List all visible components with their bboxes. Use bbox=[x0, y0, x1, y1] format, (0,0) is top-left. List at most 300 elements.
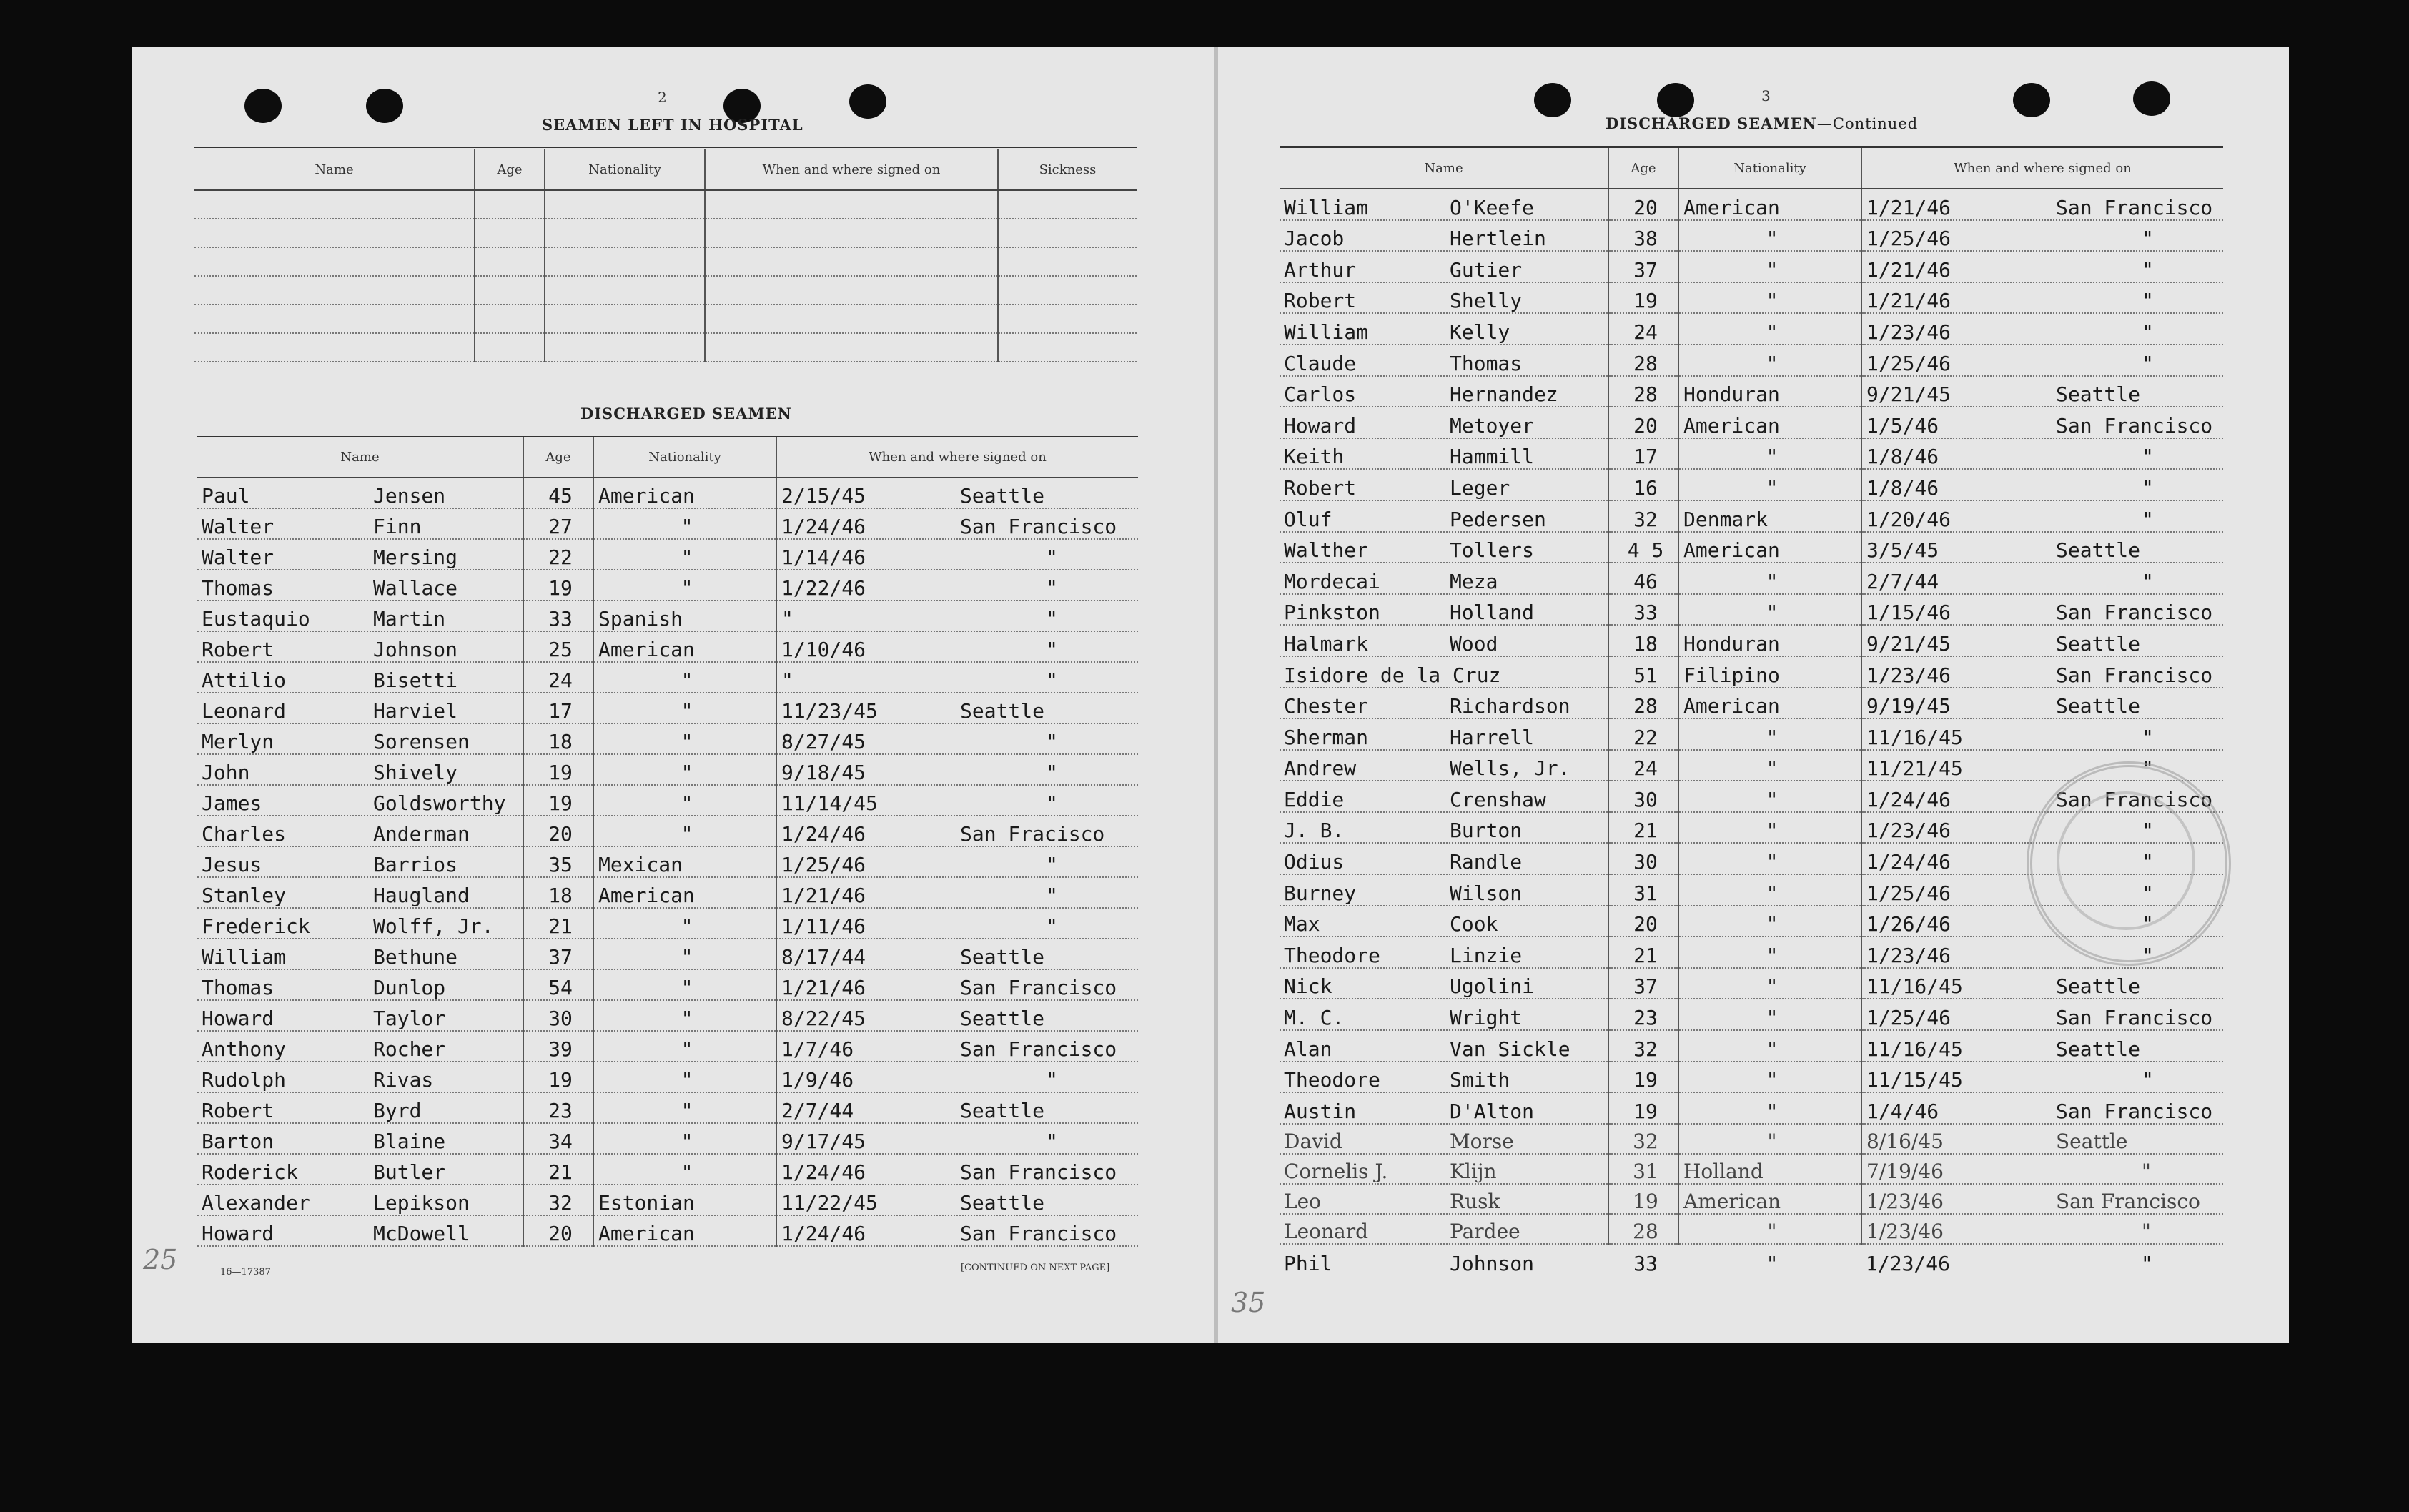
age-cell bbox=[523, 693, 593, 723]
name-cell bbox=[197, 816, 523, 846]
signed-place: " bbox=[1046, 668, 1058, 692]
last-name: Ugolini bbox=[1450, 974, 1535, 999]
table-row bbox=[1280, 313, 2223, 345]
age: 32 bbox=[1633, 507, 1658, 531]
empty-cell bbox=[998, 305, 1137, 333]
signed-date: 1/23/46 bbox=[1866, 1189, 1944, 1213]
name-cell bbox=[197, 478, 523, 508]
nationality: " bbox=[681, 976, 693, 999]
empty-cell bbox=[194, 190, 475, 219]
nationality: " bbox=[681, 822, 693, 846]
signed-date: 9/18/45 bbox=[781, 761, 866, 784]
signed-date: 8/22/45 bbox=[781, 1007, 866, 1030]
name-cell bbox=[1280, 1244, 1608, 1275]
signed-place: " bbox=[1046, 791, 1058, 815]
nationality: " bbox=[681, 668, 693, 692]
first-name: Chester bbox=[1284, 694, 1369, 718]
nationality-cell bbox=[1678, 1124, 1861, 1154]
punch-hole bbox=[244, 89, 282, 123]
name-cell bbox=[1280, 1124, 1608, 1154]
last-name: Johnson bbox=[373, 638, 458, 661]
signed-date: 9/21/45 bbox=[1866, 631, 1952, 656]
nationality-cell bbox=[1678, 688, 1861, 719]
name-cell bbox=[197, 662, 523, 693]
name-cell bbox=[197, 1000, 523, 1031]
last-name: Hammill bbox=[1450, 445, 1535, 469]
empty-cell bbox=[475, 219, 545, 247]
nationality: " bbox=[681, 545, 693, 569]
name-cell bbox=[1280, 594, 1608, 626]
last-name: Rocher bbox=[373, 1037, 446, 1061]
nationality: " bbox=[681, 576, 693, 600]
last-name: Johnson bbox=[1450, 1251, 1535, 1275]
age-cell bbox=[1608, 625, 1678, 656]
nationality-cell bbox=[593, 508, 776, 539]
nationality-cell bbox=[593, 1062, 776, 1092]
nationality-cell bbox=[1678, 563, 1861, 594]
nationality-cell bbox=[593, 939, 776, 969]
handwritten-row bbox=[1280, 1214, 2223, 1244]
last-name: Cook bbox=[1450, 912, 1498, 937]
age-cell bbox=[523, 601, 593, 631]
continued-note: [CONTINUED ON NEXT PAGE] bbox=[961, 1263, 1110, 1273]
nationality: Spanish bbox=[598, 607, 683, 631]
first-name: Burney bbox=[1284, 881, 1357, 905]
name-cell bbox=[1280, 1092, 1608, 1124]
signed-date: 1/23/46 bbox=[1866, 1219, 1944, 1243]
age-cell bbox=[523, 1031, 593, 1062]
table-row bbox=[1280, 1062, 2223, 1093]
table-row bbox=[197, 969, 1138, 1000]
signed-date: " bbox=[781, 607, 793, 631]
nationality-cell bbox=[593, 662, 776, 693]
name-cell bbox=[1280, 407, 1608, 438]
signed-place: " bbox=[2142, 912, 2154, 937]
age: 21 bbox=[1633, 819, 1658, 843]
first-name: Carlos bbox=[1284, 382, 1357, 407]
page-number-right: 3 bbox=[1761, 87, 1771, 104]
signed-place: Seattle bbox=[2056, 631, 2141, 656]
table-row bbox=[197, 846, 1138, 877]
age: 16 bbox=[1633, 475, 1658, 500]
age-cell bbox=[1608, 750, 1678, 781]
age-cell bbox=[523, 1123, 593, 1154]
age-cell bbox=[523, 631, 593, 662]
first-name: Jacob bbox=[1284, 227, 1345, 251]
first-name: Frederick bbox=[202, 914, 310, 938]
name-cell bbox=[197, 939, 523, 969]
name-cell bbox=[1280, 251, 1608, 282]
empty-cell bbox=[475, 305, 545, 333]
signed-date: 1/25/46 bbox=[781, 853, 866, 876]
nationality-cell bbox=[1678, 906, 1861, 937]
last-name: Pedersen bbox=[1450, 507, 1546, 531]
last-name: Hertlein bbox=[1450, 227, 1546, 251]
first-name: Leonard bbox=[202, 699, 287, 723]
signed-on-cell bbox=[776, 1154, 1138, 1185]
signed-place: " bbox=[2142, 320, 2154, 344]
nationality: " bbox=[1766, 601, 1779, 625]
age: 17 bbox=[1633, 445, 1658, 469]
age-cell bbox=[523, 877, 593, 908]
signed-on-cell bbox=[1861, 469, 2223, 500]
empty-cell bbox=[545, 219, 705, 247]
signed-on-cell bbox=[1861, 1124, 2223, 1154]
signed-date: 8/16/45 bbox=[1866, 1129, 1944, 1153]
nationality-cell bbox=[593, 1031, 776, 1062]
signed-on-cell bbox=[1861, 968, 2223, 999]
name-cell bbox=[1280, 874, 1608, 906]
signed-date: 1/14/46 bbox=[781, 545, 866, 569]
nationality-cell bbox=[593, 969, 776, 1000]
last-name: Mersing bbox=[373, 545, 458, 569]
age: 22 bbox=[1633, 725, 1658, 749]
nationality-cell bbox=[1678, 750, 1861, 781]
name-cell bbox=[197, 754, 523, 785]
age: 39 bbox=[548, 1037, 573, 1061]
signed-place: Seattle bbox=[960, 699, 1045, 723]
name-cell bbox=[197, 693, 523, 723]
nationality: " bbox=[1766, 320, 1779, 344]
received-stamp bbox=[2027, 761, 2231, 966]
first-name: Oluf bbox=[1284, 507, 1332, 531]
last-name: Blaine bbox=[373, 1130, 446, 1153]
pencil-mark-left: 25 bbox=[143, 1244, 178, 1275]
nationality: Honduran bbox=[1683, 631, 1780, 656]
signed-date: 1/8/46 bbox=[1866, 445, 1939, 469]
hospital-heading: SEAMEN LEFT IN HOSPITAL bbox=[542, 116, 803, 134]
age: 20 bbox=[1633, 413, 1658, 438]
signed-place: San Francisco bbox=[2056, 413, 2213, 438]
nationality: American bbox=[598, 484, 695, 508]
age: 25 bbox=[548, 638, 573, 661]
signed-date: 11/16/45 bbox=[1866, 725, 1963, 749]
table-row bbox=[197, 662, 1138, 693]
nationality-cell bbox=[1678, 407, 1861, 438]
empty-cell bbox=[475, 247, 545, 276]
page-number-left: 2 bbox=[658, 89, 667, 106]
name-cell bbox=[197, 1154, 523, 1185]
signed-place: Seattle bbox=[2056, 382, 2141, 407]
signed-date: 9/19/45 bbox=[1866, 694, 1952, 718]
age: 24 bbox=[1633, 756, 1658, 781]
first-name: John bbox=[202, 761, 250, 784]
empty-cell bbox=[705, 247, 998, 276]
name-cell bbox=[197, 877, 523, 908]
nationality: " bbox=[1766, 1251, 1779, 1275]
age: 18 bbox=[548, 884, 573, 907]
first-name: Walther bbox=[1284, 538, 1369, 563]
last-name: Barrios bbox=[373, 853, 458, 876]
signed-place: Seattle bbox=[960, 1099, 1045, 1122]
name-cell bbox=[1280, 1062, 1608, 1093]
age-cell bbox=[1608, 1030, 1678, 1062]
name-cell bbox=[197, 1215, 523, 1246]
signed-date: 1/15/46 bbox=[1866, 601, 1952, 625]
signed-date: 1/25/46 bbox=[1866, 1006, 1952, 1030]
age-cell bbox=[1608, 1124, 1678, 1154]
age: 21 bbox=[548, 914, 573, 938]
empty-cell bbox=[194, 333, 475, 362]
last-name: Metoyer bbox=[1450, 413, 1535, 438]
nationality: Denmark bbox=[1683, 507, 1769, 531]
first-name: Roderick bbox=[202, 1160, 298, 1184]
nationality: " bbox=[681, 1007, 693, 1030]
age: 19 bbox=[1633, 289, 1658, 313]
empty-row bbox=[194, 190, 1137, 219]
signed-place: San Francisco bbox=[960, 1222, 1117, 1245]
table-row bbox=[1280, 407, 2223, 438]
table-row bbox=[197, 478, 1138, 508]
nationality-cell bbox=[593, 539, 776, 570]
signed-on-cell bbox=[776, 1000, 1138, 1031]
signed-on-cell bbox=[1861, 1030, 2223, 1062]
last-name: Crenshaw bbox=[1450, 787, 1546, 811]
empty-cell bbox=[545, 190, 705, 219]
nationality-cell bbox=[1678, 313, 1861, 345]
empty-cell bbox=[475, 333, 545, 362]
nationality-cell bbox=[593, 1154, 776, 1185]
age-cell bbox=[1608, 843, 1678, 874]
age: 23 bbox=[1633, 1006, 1658, 1030]
signed-date: 1/24/46 bbox=[781, 1222, 866, 1245]
nationality: American bbox=[1683, 195, 1780, 219]
first-name: Odius bbox=[1284, 850, 1345, 874]
age-cell bbox=[1608, 282, 1678, 314]
signed-place: San Francisco bbox=[2056, 1189, 2200, 1213]
age: 24 bbox=[548, 668, 573, 692]
table-row bbox=[197, 816, 1138, 846]
first-name: Robert bbox=[202, 638, 274, 661]
table-row bbox=[1280, 656, 2223, 688]
age-cell bbox=[523, 478, 593, 508]
col-header-nationality: Nationality bbox=[593, 436, 776, 478]
nationality: " bbox=[681, 791, 693, 815]
signed-on-cell bbox=[776, 723, 1138, 754]
signed-place: " bbox=[1046, 576, 1058, 600]
last-name: D'Alton bbox=[1450, 1099, 1535, 1123]
age: 17 bbox=[548, 699, 573, 723]
age-cell bbox=[1608, 1184, 1678, 1214]
empty-cell bbox=[475, 276, 545, 305]
first-name: Eddie bbox=[1284, 787, 1345, 811]
nationality: " bbox=[1766, 1006, 1779, 1030]
age-cell bbox=[1608, 313, 1678, 345]
table-row bbox=[1280, 500, 2223, 532]
signed-place: " bbox=[2142, 1159, 2151, 1183]
first-name: James bbox=[202, 791, 262, 815]
last-name: Wells, Jr. bbox=[1450, 756, 1570, 781]
nationality: " bbox=[1766, 569, 1779, 593]
age: 54 bbox=[548, 976, 573, 999]
nationality: " bbox=[681, 945, 693, 969]
first-name: Max bbox=[1284, 912, 1320, 937]
signed-on-cell bbox=[776, 1215, 1138, 1246]
empty-row bbox=[194, 247, 1137, 276]
signed-date: 1/23/46 bbox=[1866, 663, 1952, 687]
name-cell bbox=[1280, 937, 1608, 968]
last-name: Anderman bbox=[373, 822, 470, 846]
age: 37 bbox=[548, 945, 573, 969]
signed-place: " bbox=[2141, 1251, 2153, 1275]
last-name: Byrd bbox=[373, 1099, 422, 1122]
signed-on-cell bbox=[1861, 500, 2223, 532]
table-row bbox=[197, 1215, 1138, 1246]
signed-place: " bbox=[2142, 1068, 2154, 1092]
name-cell bbox=[1280, 438, 1608, 470]
table-row bbox=[1280, 220, 2223, 252]
signed-place: Seattle bbox=[2056, 1037, 2141, 1061]
signed-on-cell bbox=[776, 693, 1138, 723]
signed-date: 1/24/46 bbox=[781, 515, 866, 538]
age: 18 bbox=[548, 730, 573, 753]
age: 19 bbox=[548, 791, 573, 815]
nationality: " bbox=[1766, 289, 1779, 313]
handwritten-row bbox=[1280, 1184, 2223, 1214]
signed-place: Seattle bbox=[960, 1007, 1045, 1030]
empty-cell bbox=[475, 190, 545, 219]
first-name: Merlyn bbox=[202, 730, 274, 753]
name-cell bbox=[197, 1123, 523, 1154]
nationality-cell bbox=[593, 723, 776, 754]
signed-date: 3/5/45 bbox=[1866, 538, 1939, 563]
form-number: 16—17387 bbox=[220, 1267, 271, 1278]
nationality: " bbox=[1766, 787, 1779, 811]
age: 24 bbox=[1633, 320, 1658, 344]
nationality-cell bbox=[1678, 251, 1861, 282]
signed-on-cell bbox=[776, 969, 1138, 1000]
last-name: Haugland bbox=[373, 884, 470, 907]
signed-date: 9/17/45 bbox=[781, 1130, 866, 1153]
nationality: " bbox=[1766, 1099, 1779, 1123]
punch-hole bbox=[366, 89, 403, 123]
nationality-cell bbox=[1678, 376, 1861, 407]
empty-cell bbox=[545, 276, 705, 305]
nationality-cell bbox=[1678, 345, 1861, 376]
first-name: Thomas bbox=[202, 576, 274, 600]
signed-place: " bbox=[1046, 761, 1058, 784]
nationality-cell bbox=[1678, 1154, 1861, 1184]
nationality: " bbox=[1766, 974, 1779, 999]
age: 18 bbox=[1633, 631, 1658, 656]
signed-date: 1/21/46 bbox=[781, 976, 866, 999]
age: 20 bbox=[548, 822, 573, 846]
nationality-cell bbox=[1678, 874, 1861, 906]
signed-on-cell bbox=[776, 908, 1138, 939]
signed-date: 11/21/45 bbox=[1866, 756, 1963, 781]
age: 33 bbox=[1633, 1251, 1658, 1275]
age: 51 bbox=[1633, 663, 1658, 687]
signed-date: 1/20/46 bbox=[1866, 507, 1952, 531]
signed-on-cell bbox=[776, 1062, 1138, 1092]
signed-date: 1/23/46 bbox=[1866, 1251, 1951, 1275]
name-cell bbox=[1280, 220, 1608, 252]
nationality: " bbox=[681, 914, 693, 938]
name-cell bbox=[1280, 469, 1608, 500]
table-row bbox=[1280, 532, 2223, 563]
signed-date: 8/17/44 bbox=[781, 945, 866, 969]
age: 33 bbox=[1633, 601, 1658, 625]
last-name: O'Keefe bbox=[1450, 195, 1535, 219]
table-row bbox=[1280, 376, 2223, 407]
first-name: Alexander bbox=[202, 1191, 310, 1215]
nationality: American bbox=[598, 638, 695, 661]
age: 33 bbox=[548, 607, 573, 631]
col-header-signed-on: When and where signed on bbox=[1861, 147, 2223, 189]
nationality-cell bbox=[1678, 968, 1861, 999]
empty-row bbox=[194, 333, 1137, 362]
first-name: Howard bbox=[202, 1222, 274, 1245]
age: 22 bbox=[548, 545, 573, 569]
empty-cell bbox=[545, 305, 705, 333]
first-name: Halmark bbox=[1284, 631, 1369, 656]
signed-date: 1/25/46 bbox=[1866, 351, 1952, 375]
signed-date: 1/21/46 bbox=[1866, 257, 1952, 282]
nationality-cell bbox=[593, 1000, 776, 1031]
last-name: Morse bbox=[1450, 1129, 1514, 1153]
nationality: " bbox=[1766, 1037, 1779, 1061]
nationality-cell bbox=[593, 601, 776, 631]
age-cell bbox=[1608, 376, 1678, 407]
nationality-cell bbox=[1678, 625, 1861, 656]
signed-date: 1/10/46 bbox=[781, 638, 866, 661]
table-row bbox=[1280, 282, 2223, 314]
age-cell bbox=[1608, 407, 1678, 438]
first-name: Howard bbox=[202, 1007, 274, 1030]
first-name: Eustaquio bbox=[202, 607, 310, 631]
table-row bbox=[1280, 688, 2223, 719]
age-cell bbox=[523, 539, 593, 570]
age-cell bbox=[523, 1000, 593, 1031]
signed-place: " bbox=[2142, 227, 2154, 251]
table-row bbox=[1280, 469, 2223, 500]
age: 28 bbox=[1633, 694, 1658, 718]
name-cell bbox=[197, 969, 523, 1000]
table-row bbox=[1280, 345, 2223, 376]
col-header-name: Name bbox=[197, 436, 523, 478]
nationality: " bbox=[681, 1099, 693, 1122]
age-cell bbox=[523, 785, 593, 816]
signed-on-cell bbox=[776, 662, 1138, 693]
first-name: Pinkston bbox=[1284, 601, 1380, 625]
age-cell bbox=[523, 846, 593, 877]
empty-cell bbox=[998, 276, 1137, 305]
nationality-cell bbox=[593, 816, 776, 846]
nationality-cell bbox=[593, 1092, 776, 1123]
table-row bbox=[197, 508, 1138, 539]
signed-place: Seattle bbox=[2056, 694, 2141, 718]
signed-place: " bbox=[2142, 569, 2154, 593]
discharged-table-left bbox=[197, 435, 1138, 1247]
signed-place: San Francisco bbox=[2056, 1006, 2213, 1030]
name-cell bbox=[1280, 688, 1608, 719]
nationality: American bbox=[1683, 538, 1780, 563]
empty-cell bbox=[705, 333, 998, 362]
first-name: Walter bbox=[202, 545, 274, 569]
nationality: Filipino bbox=[1683, 663, 1780, 687]
signed-on-cell bbox=[776, 1123, 1138, 1154]
signed-date: 11/14/45 bbox=[781, 791, 878, 815]
table-row bbox=[1280, 968, 2223, 999]
signed-date: 11/22/45 bbox=[781, 1191, 878, 1215]
last-name: Taylor bbox=[373, 1007, 446, 1030]
name-cell bbox=[1280, 656, 1608, 688]
last-name: Jensen bbox=[373, 484, 446, 508]
signed-date: 1/23/46 bbox=[1866, 320, 1952, 344]
age: 20 bbox=[1633, 195, 1658, 219]
age-cell bbox=[1608, 874, 1678, 906]
name-cell bbox=[197, 631, 523, 662]
